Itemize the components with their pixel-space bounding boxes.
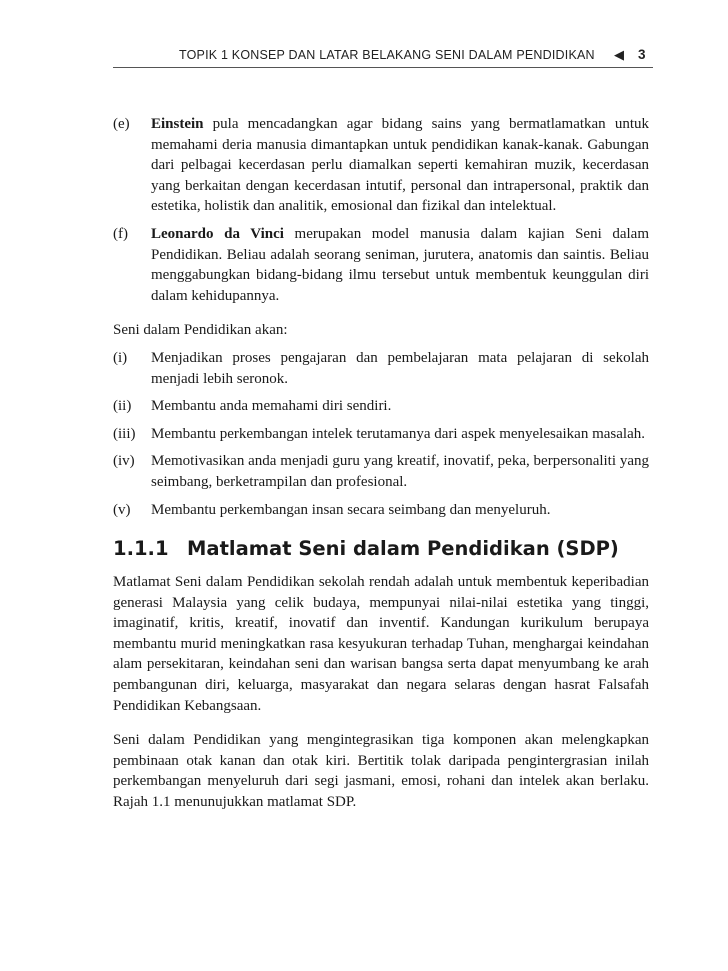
list-text: Membantu perkembangan insan secara seimbang dan menyeluruh.	[151, 501, 551, 518]
list-text	[151, 114, 649, 217]
paragraph: Matlamat Seni dalam Pendidikan sekolah rendah adalah untuk membentuk keperibadian generasi Malaysia yang celik budaya, mempunyai nilai-nilai estetika yang tinggi, imaginatif, kritis, kreatif, inovatif dan inventif. Kandungan kurikulum berupaya membantu murid meningkatkan rasa kesyukuran terhadap Tuhan, menghargai keindahan alam persekitaran, keindahan seni dan warisan bangsa serta dapat menyumbang ke arah pembangunan diri, keluarga, masyarakat dan negara selaras dengan hasrat Falsafah Pendidikan Kebangsaan.	[113, 574, 649, 714]
list-item-iii	[113, 424, 649, 445]
section-title: Matlamat Seni dalam Pendidikan (SDP)	[187, 537, 619, 561]
list-item-i	[113, 348, 649, 389]
list-item-ii	[113, 396, 649, 417]
list-label: (ii)	[113, 398, 132, 415]
intro-text: Seni dalam Pendidikan akan:	[113, 322, 288, 339]
page-body	[113, 114, 649, 813]
left-arrow-icon: ◀	[614, 47, 625, 62]
header-rule	[113, 67, 653, 68]
list-label: (v)	[113, 501, 131, 518]
header-topic: TOPIK 1 KONSEP DAN LATAR BELAKANG SENI DALAM PENDIDIKAN	[179, 48, 595, 62]
list-text-body: pula mencadangkan agar bidang sains yang bermatlamatkan untuk memahami deria manusia dimantapkan untuk pendidikan kanak-kanak. Gabungan dari pelbagai kecerdasan perlu diamalkan seperti kemahiran muzik, kecerdasan yang berkaitan dengan kecerdasan intutif, personal dan intrapersonal, praktik dan estetika, holistik dan analitik, emosional dan fizikal dan intelektual.	[151, 116, 649, 215]
section-number: 1.1.1	[113, 537, 169, 561]
list-item-f	[113, 224, 649, 306]
list-item-iv	[113, 451, 649, 492]
list-text	[151, 224, 649, 306]
list-text: Membantu perkembangan intelek terutamanya dari aspek menyelesaikan masalah.	[151, 425, 645, 442]
list-text: Memotivasikan anda menjadi guru yang kreatif, inovatif, peka, berpersonaliti yang seimbang, berketrampilan dan profesional.	[151, 453, 649, 490]
running-header	[113, 44, 653, 66]
list-item-v	[113, 500, 649, 521]
list-text: Membantu anda memahami diri sendiri.	[151, 398, 392, 415]
section-heading	[113, 536, 649, 562]
list-label: (e)	[113, 116, 130, 132]
list-item-e	[113, 114, 649, 217]
bold-term: Leonardo da Vinci	[151, 225, 284, 242]
list-label: (i)	[113, 349, 128, 366]
list-text: Menjadikan proses pengajaran dan pembelajaran mata pelajaran di sekolah menjadi lebih seronok.	[151, 349, 649, 387]
list-label: (iv)	[113, 453, 135, 470]
list-text-body: merupakan model manusia dalam kajian Seni dalam Pendidikan. Beliau adalah seorang seniman, jurutera, anatomis dan saintis. Beliau menggabungkan bidang-bidang ilmu tersebut untuk membentuk keunggulan diri dalam kehidupannya.	[151, 225, 649, 304]
bold-term: Einstein	[151, 116, 204, 132]
paragraph: Seni dalam Pendidikan yang mengintegrasikan tiga komponen akan melengkapkan pembinaan otak kanan dan otak kiri. Bertitik tolak daripada pengintergrasian inilah perkembangan menyeluruh dari segi jasmani, emosi, rohani dan intelek akan berlaku. Rajah 1.1 menunujukkan matlamat SDP.	[113, 732, 649, 811]
page-number: 3	[638, 47, 646, 62]
list-label: (iii)	[113, 425, 136, 442]
list-label: (f)	[113, 225, 128, 242]
